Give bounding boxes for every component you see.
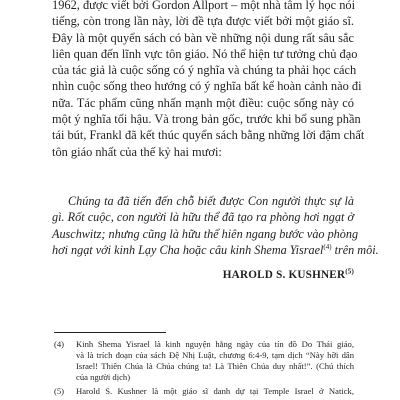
author-signature	[223, 269, 354, 281]
body-line: tái bút, Frankl đã kết thúc quyển sách bằng những lời đậm chất	[52, 128, 365, 143]
footnote-ref-4[interactable]: (4)	[323, 242, 332, 251]
body-line: một ý nghĩa tối hậu. Và trong bản gốc, trước khi bổ sung phần	[52, 112, 361, 127]
footnote-line: Israel! Thiên Chúa là Chúa chúng ta! Là Thiên Chúa duy nhất!”. (Chú thích	[76, 361, 354, 371]
body-line: tiếng, còn trong lần này, lời đề tựa được viết bởi một giáo sĩ.	[52, 14, 354, 29]
footnote-4	[54, 339, 354, 383]
body-line: nữa. Tác phẩm cũng nhấn mạnh một điều: cuộc sống này có	[52, 95, 354, 110]
quote-line: gì. Rốt cuộc, con người là hữu thể đã tạo ra phòng hơi ngạt ở	[52, 210, 354, 225]
body-line: liên quan đến lĩnh vực tôn giáo. Nó thể hiện tư tưởng chủ đạo	[52, 46, 358, 61]
footnote-number: (5)	[54, 386, 65, 396]
footnote-5	[54, 386, 354, 397]
footnotes	[54, 339, 354, 400]
footnote-number: (4)	[54, 339, 65, 349]
body-paragraph	[52, 0, 365, 160]
footnote-line: và là trích đoạn của sách Đệ Nhị Luật, chương 6:4-9, tạm dịch “Này hỡi dân	[76, 350, 354, 360]
body-line: của tác giả là cuộc sống có ý nghĩa và chúng ta phải học cách	[52, 63, 357, 78]
footnote-line: của người dịch)	[76, 372, 131, 382]
body-line: Đây là một quyển sách có bàn về những nội dung rất sâu sắc	[52, 30, 354, 45]
footnote-line: Harold S. Kushner là một giáo sĩ danh dự tại Temple Israel ở Natick,	[76, 386, 354, 396]
quote-line-text: hơi ngạt với kinh Lạy Cha hoặc câu kinh Shema Yisrael	[52, 242, 324, 257]
quote-line	[52, 242, 379, 258]
footnote-divider	[54, 332, 166, 333]
footnote-ref-5[interactable]: (5)	[345, 267, 354, 276]
body-line: nhìn cuộc sống theo hướng có ý nghĩa bất kể hoàn cảnh nào đi	[52, 79, 362, 94]
body-line: 1962, được viết bởi Gordon Allport – một nhà tâm lý học nói	[52, 0, 356, 12]
block-quote	[52, 193, 379, 258]
quote-line: Auschwitz; nhưng cũng là hữu thể hiên ngang bước vào phòng	[52, 226, 359, 241]
body-line: tôn giáo nhất của thế kỷ hai mươi:	[52, 144, 222, 159]
quote-line: Chúng ta đã tiến đến chỗ biết được Con người thực sự là	[68, 194, 354, 208]
quote-line-tail: trên môi.	[331, 242, 379, 257]
signature-name: HAROLD S. KUSHNER	[222, 269, 346, 281]
footnote-line: Kinh Shema Yisrael là kinh nguyện hằng ngày của tín đồ Do Thái giáo,	[76, 339, 354, 349]
